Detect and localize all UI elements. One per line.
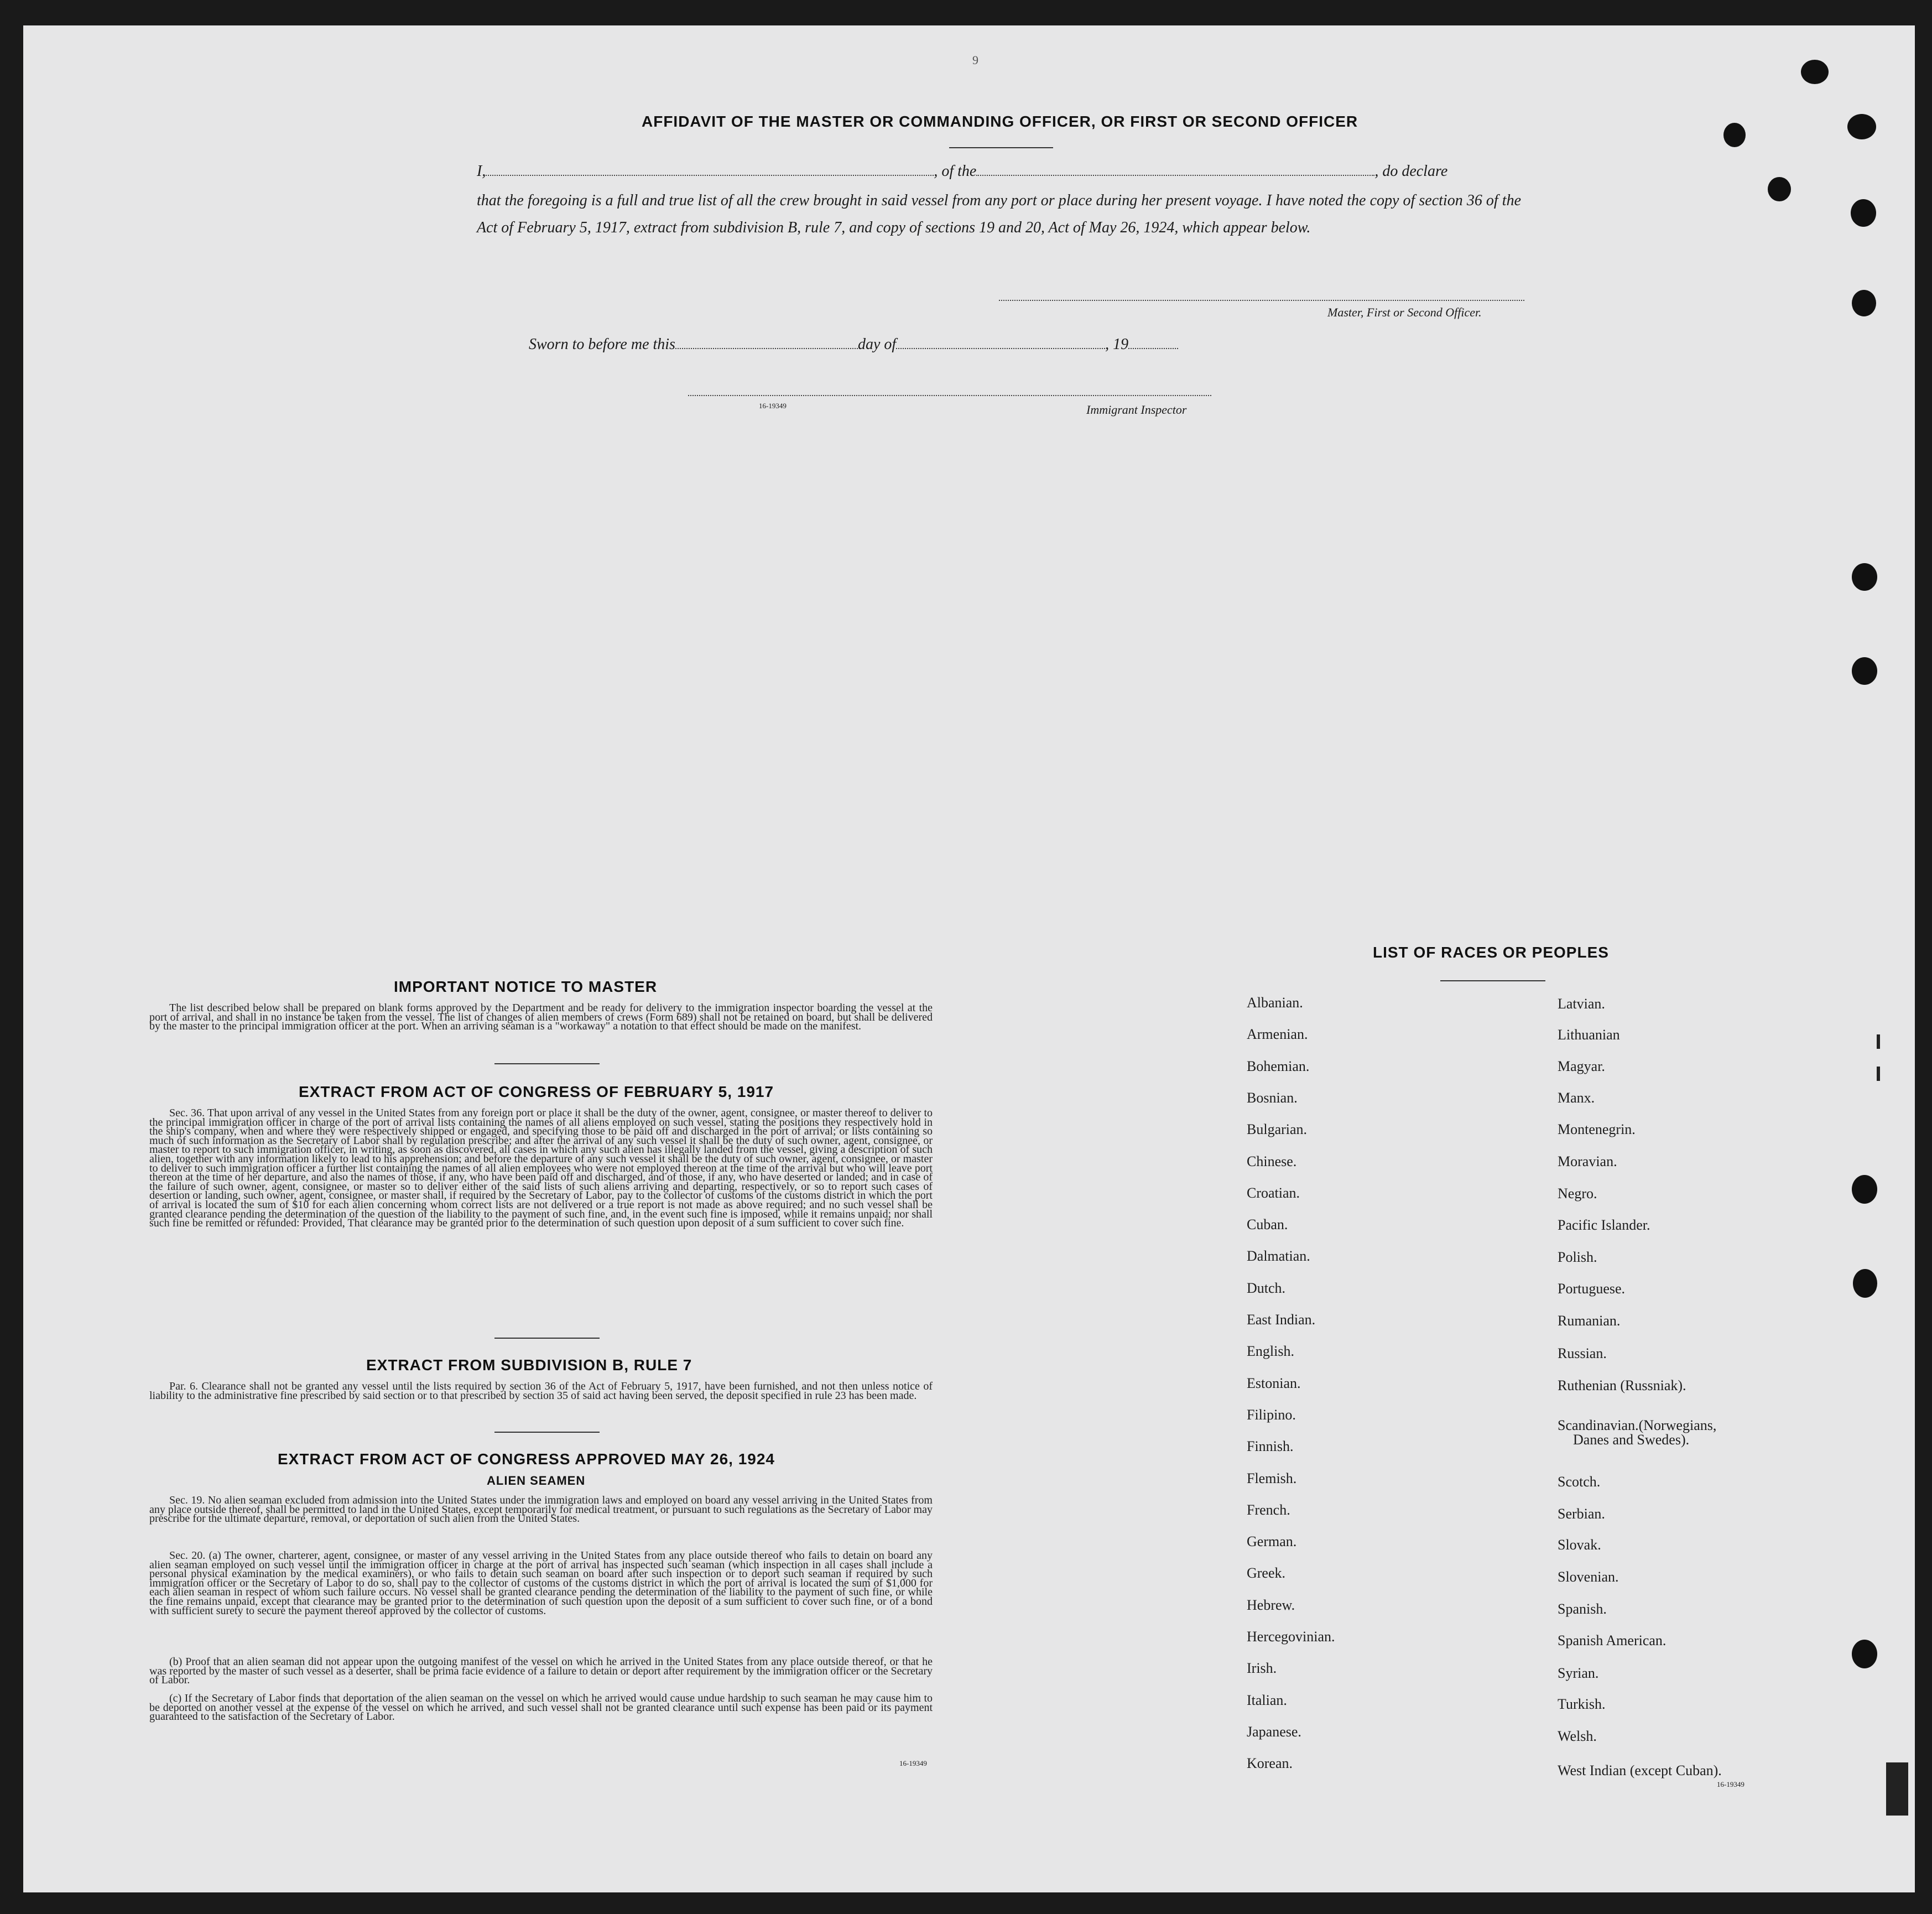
binder-hole — [1852, 1175, 1877, 1204]
race-item: Filipino. — [1247, 1406, 1296, 1423]
race-item: English. — [1247, 1343, 1294, 1360]
race-item: Korean. — [1247, 1755, 1293, 1772]
sworn-day-field[interactable] — [675, 348, 858, 349]
page-number: 9 — [972, 53, 978, 67]
race-item: Danes and Swedes). — [1573, 1432, 1690, 1448]
race-item: Spanish American. — [1558, 1632, 1667, 1648]
sworn-year-field[interactable] — [1128, 348, 1178, 349]
race-item: West Indian (except Cuban). — [1558, 1762, 1722, 1778]
race-item: Latvian. — [1558, 996, 1605, 1012]
race-item: Irish. — [1247, 1660, 1277, 1677]
extract-1924-title: EXTRACT FROM ACT OF CONGRESS APPROVED MAY 26, 1924 — [278, 1450, 775, 1468]
race-item: Moravian. — [1558, 1153, 1617, 1169]
binder-hole — [1852, 657, 1877, 685]
declaration-line — [477, 163, 1447, 180]
race-item: Scotch. — [1558, 1474, 1601, 1490]
race-item: Albanian. — [1247, 995, 1303, 1011]
sworn-line — [529, 336, 1178, 353]
extract-1917-title: EXTRACT FROM ACT OF CONGRESS OF FEBRUARY 5, 1917 — [299, 1083, 774, 1100]
race-item: Greek. — [1247, 1565, 1286, 1582]
race-item: Pacific Islander. — [1558, 1217, 1650, 1233]
race-item: Syrian. — [1558, 1665, 1599, 1681]
race-item: Negro. — [1558, 1185, 1597, 1202]
notice-title: IMPORTANT NOTICE TO MASTER — [394, 978, 658, 995]
sec20b-text: (b) Proof that an alien seaman did not appear upon the outgoing manifest of the vessel on which he arrived in the United States from any place outside thereof, or that he was reported by the master of such vessel as a deserter, shall be prima facie evidence of a failure to detain or deport after requirement by the immigration officer or the Secretary of Labor. — [149, 1656, 933, 1687]
race-item: French. — [1247, 1501, 1290, 1518]
race-item: Slovak. — [1558, 1537, 1601, 1553]
races-title: LIST OF RACES OR PEOPLES — [1373, 944, 1609, 961]
race-item: Polish. — [1558, 1249, 1597, 1265]
race-item: Cuban. — [1247, 1216, 1288, 1233]
vessel-name-field[interactable] — [976, 175, 1374, 176]
binding-notch — [1877, 1034, 1880, 1049]
binding-tab — [1886, 1762, 1908, 1816]
section-divider — [494, 1063, 600, 1064]
extract-form-number: 16-19349 — [899, 1759, 927, 1767]
binding-notch — [1877, 1067, 1880, 1081]
extract-1924-subtitle: ALIEN SEAMEN — [487, 1474, 586, 1487]
race-item: Hercegovinian. — [1247, 1629, 1335, 1645]
race-item: Hebrew. — [1247, 1596, 1295, 1613]
race-item: Armenian. — [1247, 1026, 1308, 1043]
inspector-label: Immigrant Inspector — [1086, 403, 1187, 417]
binder-hole — [1723, 123, 1746, 147]
race-item: East Indian. — [1247, 1312, 1316, 1328]
race-item: Scandinavian.(Norwegians, — [1558, 1417, 1717, 1433]
binder-hole — [1853, 1269, 1877, 1298]
declaration-i-label: I, — [477, 163, 486, 180]
affidavit-form-number: 16-19349 — [759, 402, 787, 410]
race-item: Dutch. — [1247, 1280, 1286, 1296]
year-label: , 19 — [1105, 336, 1129, 353]
binder-hole — [1768, 177, 1791, 201]
race-item: Manx. — [1558, 1090, 1595, 1106]
race-item: Russian. — [1558, 1345, 1607, 1361]
officer-name-field[interactable] — [486, 175, 934, 176]
section-divider — [494, 1432, 600, 1433]
race-item: Portuguese. — [1558, 1281, 1626, 1297]
race-item: Lithuanian — [1558, 1027, 1620, 1043]
race-item: Italian. — [1247, 1692, 1287, 1708]
binder-hole — [1852, 290, 1876, 316]
race-item: Bosnian. — [1247, 1089, 1298, 1106]
race-item: German. — [1247, 1533, 1297, 1550]
section-divider — [494, 1338, 600, 1339]
sec20a-text: Sec. 20. (a) The owner, charterer, agent, consignee, or master of any vessel arriving in the United States from any place outside thereof who fails to detain on board any alien seaman employed on such vessel until the immigration officer in charge at the port of arrival has inspected such seaman (which inspection in all cases shall include a personal physical examination by the medical examiners), or who fails to detain such seaman on board after such inspection or to deport such seaman if required by such immigration officer or the Secretary of Labor to do so, shall pay to the collector of customs of the customs district in which the port of arrival is located the sum of $1,000 for each alien seaman in respect of whom such failure occurs. No vessel shall be granted clearance pending the determination of the liability to the payment of such fine, or while the fine remains unpaid, except that clearance may be granted prior to the determination of such question upon the deposit of a sum sufficient to cover such fine, or of a bond with sufficient surety to secure the payment thereof approved by the collector of customs. — [149, 1549, 933, 1617]
signature-line[interactable] — [999, 300, 1524, 301]
race-item: Bohemian. — [1247, 1058, 1310, 1074]
notice-text: The list described below shall be prepared on blank forms approved by the Department and be ready for delivery to the immigration inspector boarding the vessel at the port of arrival, and shall in no instance be taken from the vessel. The list of changes of alien members of crews (Form 689) shall not be retained on board, but shall be delivered by the master to the principal immigration officer at the port. When an arriving seaman is a "workaway" a notation to that effect should be made on the manifest. — [149, 1002, 933, 1033]
race-item: Dalmatian. — [1247, 1248, 1310, 1265]
binder-hole — [1801, 60, 1829, 84]
races-form-number: 16-19349 — [1717, 1780, 1744, 1788]
binder-hole — [1852, 1640, 1877, 1668]
race-item: Ruthenian (Russniak). — [1558, 1377, 1686, 1393]
sworn-label: Sworn to before me this — [529, 336, 675, 353]
declaration-declare-label: , do declare — [1374, 163, 1448, 180]
title-divider — [949, 147, 1053, 148]
signature-label: Master, First or Second Officer. — [1327, 305, 1482, 319]
binder-hole — [1851, 199, 1876, 227]
binder-hole — [1847, 114, 1876, 139]
extract-rule7-title: EXTRACT FROM SUBDIVISION B, RULE 7 — [366, 1356, 692, 1374]
race-item: Finnish. — [1247, 1438, 1294, 1455]
binder-hole — [1852, 563, 1877, 591]
race-item: Rumanian. — [1558, 1313, 1621, 1329]
race-item: Welsh. — [1558, 1728, 1597, 1744]
race-item: Serbian. — [1558, 1506, 1605, 1522]
race-item: Magyar. — [1558, 1058, 1605, 1074]
race-item: Turkish. — [1558, 1696, 1606, 1712]
declaration-body: that the foregoing is a full and true list of all the crew brought in said vessel from any port or place during her present voyage. I have noted the copy of section 36 of the Act of February 5, 1917, extract from subdivision B, rule 7, and copy of sections 19 and 20, Act of May 26, 1924, which appear below. — [477, 192, 1521, 236]
race-item: Flemish. — [1247, 1470, 1297, 1486]
sworn-month-field[interactable] — [896, 348, 1105, 349]
race-item: Japanese. — [1247, 1723, 1301, 1740]
race-item: Slovenian. — [1558, 1569, 1619, 1585]
race-item: Estonian. — [1247, 1375, 1301, 1391]
extract-rule7-text: Par. 6. Clearance shall not be granted any vessel until the lists required by section 36 of the Act of February 5, 1917, have been furnished, and not then unless notice of liability to the administrative fine prescribed by said section or to that prescribed by section 35 of said act having been served, the deposit specified in rule 23 has been made. — [149, 1380, 933, 1402]
inspector-signature-line[interactable] — [688, 395, 1211, 396]
race-item: Croatian. — [1247, 1184, 1300, 1201]
race-item: Chinese. — [1247, 1153, 1297, 1169]
sec19-text: Sec. 19. No alien seaman excluded from admission into the United States under the immigration laws and employed on board any vessel arriving in the United States from any place outside thereof, shall be permitted to land in the United States, except temporarily for medical treatment, or pursuant to such regulations as the Secretary of Labor may prescribe for the ultimate departure, removal, or deportation of such alien from the United States. — [149, 1494, 933, 1525]
affidavit-title: AFFIDAVIT OF THE MASTER OR COMMANDING OFFICER, OR FIRST OR SECOND OFFICER — [642, 113, 1358, 130]
races-divider — [1440, 980, 1545, 981]
day-of-label: day of — [857, 336, 897, 353]
declaration-of-label: , of the — [934, 163, 977, 180]
race-item: Bulgarian. — [1247, 1121, 1308, 1138]
race-item: Montenegrin. — [1558, 1121, 1636, 1137]
sec20c-text: (c) If the Secretary of Labor finds that deportation of the alien seaman on the vessel on which he arrived would cause undue hardship to such seaman he may cause him to be deported on another vessel at the expense of the vessel on which he arrived, and such vessel shall not be granted clearance until such expense has been paid or its payment guaranteed to the satisfaction of the Secretary of Labor. — [149, 1692, 933, 1723]
extract-1917-text: Sec. 36. That upon arrival of any vessel in the United States from any foreign port or place it shall be the duty of the owner, agent, consignee, or master thereof to deliver to the principal immigration officer in charge of the port of arrival lists containing the names of all aliens employed on such vessel, stating the positions they respectively hold in the ship's company, when and where they were respectively shipped or engaged, and specifying those to be paid off and discharged in the port of arrival; or lists containing so much of such information as the Secretary of Labor shall by regulation prescribe; and after the arrival of any such vessel it shall be the duty of such owner, agent, consignee, or master to report to such immigration officer, in writing, as soon as discovered, all cases in which any such alien has illegally landed from the vessel, giving a description of such alien, together with any information likely to lead to his apprehension; and before the departure of any such vessel it shall be the duty of such owner, agent, consignee, or master to deliver to such immigration officer a further list containing the names of all alien employees who were not employed thereon at the time of the arrival but who will leave port thereon at the time of her departure, and also the names of those, if any, who have been paid off and discharged, and of those, if any, who have deserted or landed; and in case of the failure of such owner, agent, consignee, or master so to deliver either of the said lists of such aliens arriving and departing, respectively, or so to report such cases of desertion or landing, such owner, agent, consignee, or master shall, if required by the Secretary of Labor, pay to the collector of customs of the customs district in which the port of arrival is located the sum of $10 for each alien concerning whom correct lists are not delivered or a true report is not made as above required; and no such vessel shall be granted clearance pending the determination of the question of the liability to the payment of such fine, and, in the event such fine is imposed, while it remains unpaid; nor shall such fine be remitted or refunded: Provided, That clearance may be granted prior to the determination of such question upon deposit of a sum sufficient to cover such fine. — [149, 1107, 933, 1230]
race-item: Spanish. — [1558, 1601, 1607, 1617]
